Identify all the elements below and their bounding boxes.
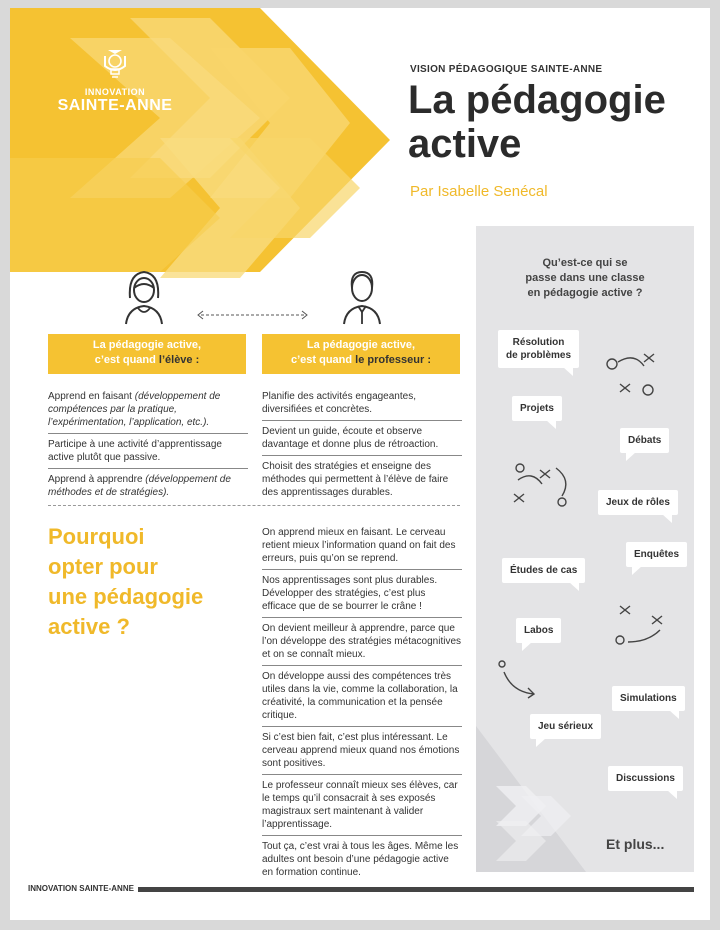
bubble-simulations: Simulations	[612, 686, 685, 711]
logo-small-text: INNOVATION	[84, 87, 146, 97]
bubble-jeu-serieux: Jeu sérieux	[530, 714, 601, 739]
bubble-debats: Débats	[620, 428, 669, 453]
logo	[50, 48, 180, 115]
professeur-label-highlight: le professeur	[355, 354, 425, 366]
professeur-label-prefix: c’est quand	[290, 354, 356, 366]
bubble-jeux-roles: Jeux de rôles	[598, 490, 678, 515]
eleve-label-line-1: La pédagogie active,	[92, 339, 202, 351]
strategy-scribble-icon	[496, 658, 540, 702]
why-list	[262, 522, 462, 883]
list-item: Planifie des activités engageantes, diversifiées et concrètes.	[262, 386, 462, 421]
footer-text: INNOVATION SAINTE-ANNE	[28, 884, 134, 893]
eleve-label-box	[48, 334, 246, 374]
why-heading: Pourquoi opter pour une pédagogie active ?	[48, 524, 204, 639]
bubble-resolution: Résolution de problèmes	[498, 330, 579, 368]
activities-panel	[476, 226, 694, 872]
list-item: On développe aussi des compétences très utiles dans la vie, comme la collaboration, la créativité, la communication et la pensée critique.	[262, 666, 462, 727]
professeur-label-line-2	[262, 353, 460, 368]
list-item: Participe à une activité d’apprentissage active plutôt que passive.	[48, 434, 248, 469]
bubble-discussions: Discussions	[608, 766, 683, 791]
title-line-2: active	[408, 122, 522, 166]
bubble-etudes-cas: Études de cas	[502, 558, 585, 583]
professeur-label-suffix: :	[424, 354, 431, 366]
footer-bar	[138, 887, 694, 892]
dotted-divider	[48, 505, 460, 506]
professeur-label-box	[262, 334, 460, 374]
professeur-list	[262, 386, 462, 503]
list-item: Le professeur connaît mieux ses élèves, car le temps qu’il consacrait à ses exposés magistraux sert maintenant à valider l’apprentissage.	[262, 775, 462, 836]
bubble-projets: Projets	[512, 396, 562, 421]
title-line-1: La pédagogie	[408, 78, 666, 122]
strategy-scribble-icon	[512, 460, 578, 510]
strategy-scribble-icon	[614, 602, 674, 652]
strategy-scribble-icon	[604, 348, 664, 400]
list-item: Choisit des stratégies et enseigne des méthodes qui permettent à l’élève de faire des apprentissages durables.	[262, 461, 449, 498]
eleve-label-highlight: l’élève	[158, 354, 193, 366]
kicker: VISION PÉDAGOGIQUE SAINTE-ANNE	[410, 64, 603, 75]
list-item: On apprend mieux en faisant. Le cerveau retient mieux l’information quand on fait des erreurs, puis qu’on se reprend.	[262, 522, 462, 570]
list-item: Apprend à apprendre (développement de méthodes et de stratégies).	[48, 474, 231, 498]
double-arrow-icon	[195, 308, 310, 322]
teacher-icon	[340, 266, 384, 326]
logo-big-text: SAINTE-ANNE	[57, 97, 173, 114]
list-item: Apprend en faisant (développement de compétences par la pratique, l’expérimentation, l’application, etc.).	[48, 386, 248, 434]
et-plus: Et plus...	[606, 836, 665, 852]
professeur-label-line-1: La pédagogie active,	[306, 339, 416, 351]
lightbulb-icon	[100, 48, 130, 80]
eleve-label-line-2	[48, 353, 246, 368]
bubble-labos: Labos	[516, 618, 561, 643]
student-icon	[122, 266, 166, 326]
list-item: Tout ça, c’est vrai à tous les âges. Même les adultes ont besoin d’une pédagogie active en formation continue.	[262, 841, 459, 878]
eleve-list	[48, 386, 248, 503]
panel-title: Qu’est-ce qui se passe dans une classe en pédagogie active ?	[525, 257, 645, 299]
list-item: Nos apprentissages sont plus durables. Développer des stratégies, c’est plus efficace que de se bourrer le crâne !	[262, 570, 462, 618]
list-item: On devient meilleur à apprendre, parce que l’on développe des stratégies métacognitives et on se connaît mieux.	[262, 618, 462, 666]
author: Par Isabelle Senécal	[410, 183, 548, 200]
list-item: Devient un guide, écoute et observe davantage et donne plus de rétroaction.	[262, 421, 462, 456]
list-item: Si c’est bien fait, c’est plus intéressant. Le cerveau apprend mieux quand nos émotions sont positives.	[262, 727, 462, 775]
eleve-label-prefix: c’est quand	[94, 354, 159, 366]
page-title	[408, 78, 698, 166]
bubble-enquetes: Enquêtes	[626, 542, 687, 567]
eleve-label-suffix: :	[192, 354, 200, 366]
page	[10, 8, 710, 920]
